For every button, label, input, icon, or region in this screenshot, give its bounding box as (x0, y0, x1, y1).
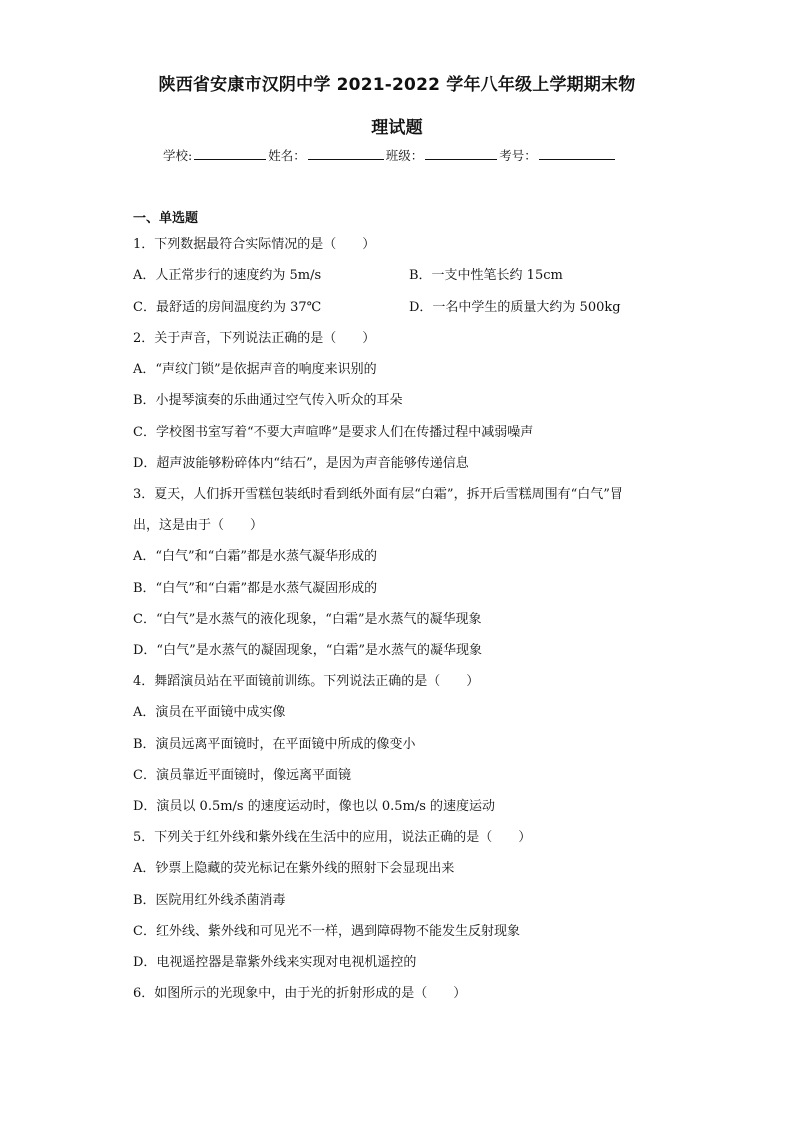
q4-option-c: C．演员靠近平面镜时，像远离平面镜 (133, 768, 351, 783)
q2-option-a: A．“声纹门锁”是依据声音的响度来识别的 (133, 362, 377, 377)
q4-option-b: B．演员远离平面镜时，在平面镜中所成的像变小 (133, 737, 416, 752)
q4-stem: 4．舞蹈演员站在平面镜前训练。下列说法正确的是（ ） (133, 674, 480, 689)
exam-title-line2: 理试题 (371, 118, 423, 138)
q2-stem: 2．关于声音，下列说法正确的是（ ） (133, 331, 376, 346)
class-label: 班级： (385, 148, 424, 163)
exam-title-line1: 陕西省安康市汉阴中学 2021-2022 学年八年级上学期期末物 (158, 75, 636, 95)
q5-stem: 5．下列关于红外线和紫外线在生活中的应用，说法正确的是（ ） (133, 830, 532, 845)
q2-option-b: B．小提琴演奏的乐曲通过空气传入听众的耳朵 (133, 393, 403, 408)
q4-option-a: A．演员在平面镜中成实像 (133, 705, 286, 720)
q6-stem: 6．如图所示的光现象中，由于光的折射形成的是（ ） (133, 986, 467, 1001)
q2-option-d: D．超声波能够粉碎体内“结石”，是因为声音能够传递信息 (133, 456, 469, 471)
school-label: 学校: (163, 148, 193, 163)
name-label: 姓名： (268, 148, 306, 163)
class-blank[interactable] (425, 147, 497, 160)
q5-option-b: B．医院用红外线杀菌消毒 (133, 893, 286, 908)
q3-stem-line2: 出，这是由于（ ） (133, 518, 264, 533)
q3-stem-line1: 3．夏天，人们拆开雪糕包装纸时看到纸外面有层“白霜”，拆开后雪糕周围有“白气”冒 (133, 487, 623, 502)
q5-option-a: A．钞票上隐藏的荧光标记在紫外线的照射下会显现出来 (133, 861, 455, 876)
q1-option-a: A．人正常步行的速度约为 5m/s (133, 268, 322, 283)
q5-option-d: D．电视遥控器是靠紫外线来实现对电视机遥控的 (133, 955, 417, 970)
q1-option-b: B．一支中性笔长约 15cm (409, 268, 563, 283)
q3-option-a: A．“白气”和“白霜”都是水蒸气凝华形成的 (133, 549, 377, 564)
q4-option-d: D．演员以 0.5m/s 的速度运动时，像也以 0.5m/s 的速度运动 (133, 799, 496, 814)
q1-option-c: C．最舒适的房间温度约为 37℃ (133, 300, 322, 315)
q2-option-c: C．学校图书室写着“不要大声喧哗”是要求人们在传播过程中减弱噪声 (133, 425, 534, 440)
q5-option-c: C．红外线、紫外线和可见光不一样，遇到障碍物不能发生反射现象 (133, 924, 520, 939)
q1-stem: 1．下列数据最符合实际情况的是（ ） (133, 237, 376, 252)
school-blank[interactable] (194, 147, 266, 160)
q3-option-d: D．“白气”是水蒸气的凝固现象，“白霜”是水蒸气的凝华现象 (133, 643, 483, 658)
number-blank[interactable] (539, 147, 615, 160)
q3-option-c: C．“白气”是水蒸气的液化现象，“白霜”是水蒸气的凝华现象 (133, 612, 482, 627)
q1-option-d: D．一名中学生的质量大约为 500kg (409, 300, 621, 315)
student-info-row (163, 146, 617, 164)
name-blank[interactable] (308, 147, 384, 160)
section-heading: 一、单选题 (133, 211, 199, 226)
q3-option-b: B．“白气”和“白霜”都是水蒸气凝固形成的 (133, 581, 378, 596)
number-label: 考号： (499, 148, 537, 163)
